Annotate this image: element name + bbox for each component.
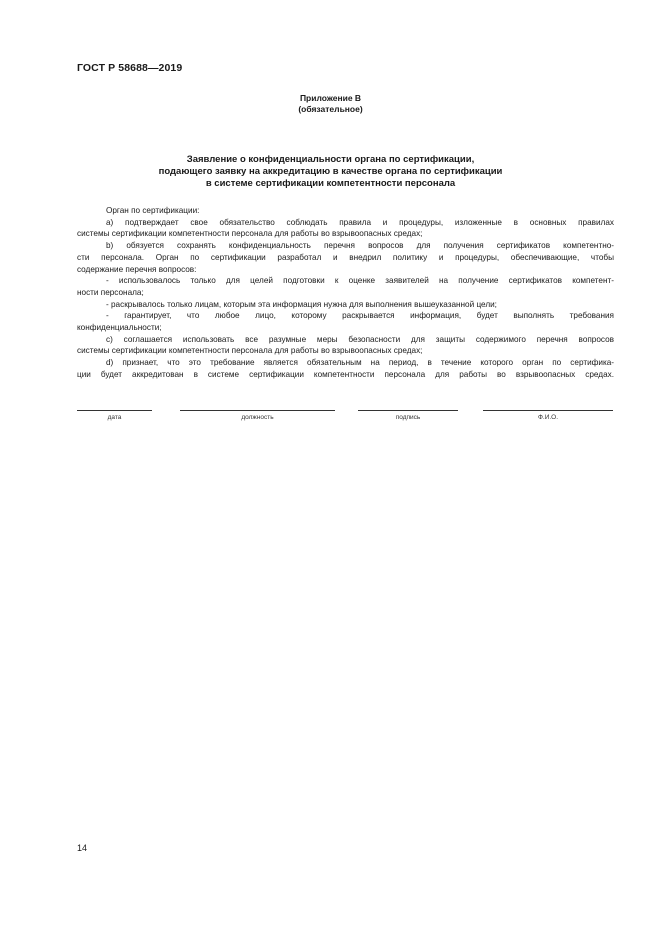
statement-title <box>0 154 661 190</box>
name-line <box>483 410 613 411</box>
signature-label: подпись <box>395 414 421 421</box>
position-label: должность <box>241 414 274 421</box>
statement-body <box>77 205 614 381</box>
signature-block <box>0 410 661 430</box>
standard-code: ГОСТ Р 58688—2019 <box>77 62 183 74</box>
statement-title-line: Заявление о конфиденциальности органа по сертификации, <box>186 154 475 165</box>
body-line: d) признает, что это требование является обязательным на период, в течение которого орган по сертифика- <box>106 358 614 368</box>
body-line: Орган по сертификации: <box>106 206 200 215</box>
name-label: Ф.И.О. <box>537 414 559 421</box>
date-label: дата <box>107 414 122 421</box>
body-line: ции будет аккредитован в системе сертификации компетентности персонала для работы во взрывоопасных средах. <box>77 369 614 379</box>
date-line <box>77 410 152 411</box>
body-line: - использовалось только для целей подготовки к оценке заявителей на получение сертификатов компетент- <box>106 276 614 286</box>
position-line <box>180 410 335 411</box>
body-line: - гарантирует, что любое лицо, которому раскрывается информация, будет выполнять требования <box>106 311 614 321</box>
body-line: сти персонала. Орган по сертификации разработал и внедрил политику и процедуры, обеспечивающие, чтобы <box>77 252 614 262</box>
statement-title-line: в системе сертификации компетентности персонала <box>205 178 456 189</box>
body-line: ности персонала; <box>77 287 144 297</box>
body-line: b) обязуется сохранять конфиденциальность перечня вопросов для получения сертификатов компетентно- <box>106 241 614 251</box>
appendix-subtitle: (обязательное) <box>298 104 363 114</box>
appendix-title: Приложение В <box>299 93 362 103</box>
signature-line <box>358 410 458 411</box>
body-line: системы сертификации компетентности персонала для работы во взрывоопасных средах; <box>77 346 423 356</box>
body-line: - раскрывалось только лицам, которым эта информация нужна для выполнения вышеуказанной цели; <box>106 299 497 309</box>
body-line: системы сертификации компетентности персонала для работы во взрывоопасных средах; <box>77 229 423 239</box>
body-line: c) соглашается использовать все разумные меры безопасности для защиты содержимого перечня вопросов <box>106 334 614 344</box>
body-line: конфиденциальности; <box>77 323 162 333</box>
body-line: содержание перечня вопросов: <box>77 264 197 274</box>
body-line: a) подтверждает свое обязательство соблюдать правила и процедуры, изложенные в основных правилах <box>106 217 614 227</box>
page-number: 14 <box>77 843 88 853</box>
statement-title-line: подающего заявку на аккредитацию в качестве органа по сертификации <box>158 166 503 177</box>
